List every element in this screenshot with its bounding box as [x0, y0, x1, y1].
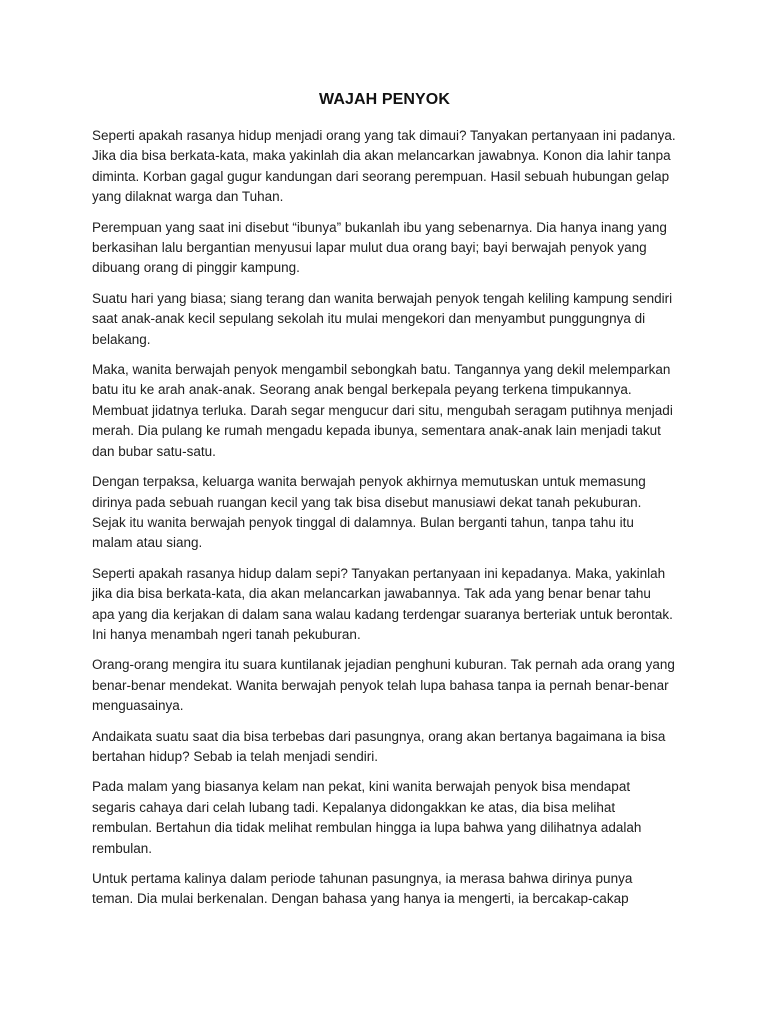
- paragraph-6: Seperti apakah rasanya hidup dalam sepi? Tanyakan pertanyaan ini kepadanya. Maka, yakinlah jika dia bisa berkata-kata, dia akan melancarkan jawabannya. Tak ada yang benar benar tahu apa yang dia kerjakan di dalam sana walau kadang terdengar suaranya berteriak untuk berontak. Ini hanya menambah ngeri tanah pekuburan.: [92, 565, 673, 642]
- paragraph-4: Maka, wanita berwajah penyok mengambil sebongkah batu. Tangannya yang dekil melemparkan batu itu ke arah anak-anak. Seorang anak bengal berkepala peyang terkena timpukannya. Membuat jidatnya terluka. Darah segar mengucur dari situ, mengubah seragam putihnya menjadi merah. Dia pulang ke rumah mengadu kepada ibunya, sementara anak-anak lain menjadi takut dan bubar satu-satu.: [92, 362, 673, 459]
- paragraph-8: Andaikata suatu saat dia bisa terbebas dari pasungnya, orang akan bertanya bagaimana ia bisa bertahan hidup? Sebab ia telah menjadi sendiri.: [92, 728, 666, 764]
- paragraph-3: Suatu hari yang biasa; siang terang dan wanita berwajah penyok tengah keliling kampung sendiri saat anak-anak kecil sepulang sekolah itu mulai mengekori dan menyambut punggungnya di belakang.: [92, 290, 673, 347]
- paragraph-9: Pada malam yang biasanya kelam nan pekat, kini wanita berwajah penyok bisa mendapat segaris cahaya dari celah lubang tadi. Kepalanya didongakkan ke atas, dia bisa melihat rembulan. Bertahun dia tidak melihat rembulan hingga ia lupa bahwa yang dilihatnya adalah rembulan.: [92, 779, 642, 856]
- paragraph-2: Perempuan yang saat ini disebut “ibunya” bukanlah ibu yang sebenarnya. Dia hanya inang yang berkasihan lalu bergantian menyusui lapar mulut dua orang bayi; bayi berwajah penyok yang dibuang orang di pinggir kampung.: [92, 219, 667, 276]
- paragraph-10: Untuk pertama kalinya dalam periode tahunan pasungnya, ia merasa bahwa dirinya punya teman. Dia mulai berkenalan. Dengan bahasa yang hanya ia mengerti, ia bercakap-cakap: [92, 871, 633, 907]
- paragraph-1: Seperti apakah rasanya hidup menjadi orang yang tak dimaui? Tanyakan pertanyaan ini padanya. Jika dia bisa berkata-kata, maka yakinlah dia akan melancarkan jawabnya. Konon dia lahir tanpa diminta. Korban gagal gugur kandungan dari seorang perempuan. Hasil sebuah hubungan gelap yang dilaknat warga dan Tuhan.: [92, 128, 676, 205]
- paragraph-5: Dengan terpaksa, keluarga wanita berwajah penyok akhirnya memutuskan untuk memasung dirinya pada sebuah ruangan kecil yang tak bisa disebut manusiawi dekat tanah pekuburan. Sejak itu wanita berwajah penyok tinggal di dalamnya. Bulan berganti tahun, tanpa tahu itu malam atau siang.: [92, 474, 646, 551]
- document-title: WAJAH PENYOK: [319, 91, 450, 108]
- document-body: [92, 88, 677, 920]
- paragraph-7: Orang-orang mengira itu suara kuntilanak jejadian penghuni kuburan. Tak pernah ada orang yang benar-benar mendekat. Wanita berwajah penyok telah lupa bahasa tanpa ia pernah benar-benar menguasainya.: [92, 657, 675, 714]
